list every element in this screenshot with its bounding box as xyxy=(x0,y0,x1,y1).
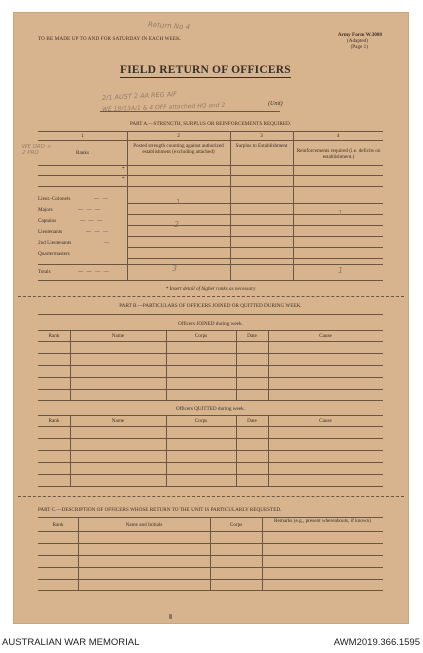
catalogue-number: AWM2019.366.1595 xyxy=(333,637,420,648)
quitted-table-divider xyxy=(70,415,71,486)
part-a-rule xyxy=(38,186,383,187)
quitted-col-name: Name xyxy=(111,418,125,424)
part-c-divider xyxy=(262,517,263,590)
fold-line xyxy=(18,296,404,297)
joined-table-divider xyxy=(268,330,269,400)
joined-table-rule xyxy=(38,341,383,342)
rank-label: Lieutenants xyxy=(38,229,63,235)
joined-table-rule xyxy=(38,353,383,354)
joined-table-rule xyxy=(38,389,383,390)
leader-dashes: — — — xyxy=(86,229,110,235)
joined-col-date: Date xyxy=(247,333,257,339)
joined-table-rule xyxy=(38,400,383,401)
form-page-number: (Page 1) xyxy=(350,44,368,50)
part-a-rule xyxy=(38,264,383,265)
handwritten-unit-line-1: 2/1 AUST 2 AA REG AIF xyxy=(101,90,178,102)
joined-table-rule xyxy=(38,330,383,331)
form-title: FIELD RETURN OF OFFICERS xyxy=(120,64,291,76)
joined-table-divider xyxy=(166,330,167,400)
column-header-ranks: Ranks xyxy=(76,150,89,156)
column-header-reinforcements: Reinforcements required (i.e. deficits on establishment.) xyxy=(296,148,381,160)
quitted-table-title: Officers QUITTED during week. xyxy=(175,406,246,412)
rank-label: 2nd Lieutenants xyxy=(38,240,72,246)
staple-mark xyxy=(169,614,172,619)
part-a-rule xyxy=(127,236,383,237)
fold-line xyxy=(18,496,404,497)
part-a-top-rule xyxy=(38,131,383,132)
leader-dashes: — — xyxy=(94,196,109,202)
handwritten-side-note: WE ORD + 2 PRO xyxy=(22,144,52,156)
joined-col-rank: Rank xyxy=(48,333,60,339)
part-a-rule xyxy=(127,225,383,226)
asterisk-marker: * xyxy=(122,176,125,182)
column-number: 1 xyxy=(81,133,84,139)
quitted-col-rank: Rank xyxy=(48,418,60,424)
handwritten-figure: 1 xyxy=(338,209,343,217)
joined-table-divider xyxy=(236,330,237,400)
handwritten-figure: 1 xyxy=(176,198,181,206)
part-a-bottom-rule xyxy=(38,280,383,281)
rank-label: Lieut.-Colonels xyxy=(38,196,71,202)
rank-label: Quartermasters xyxy=(38,251,70,257)
part-a-rule xyxy=(127,203,383,204)
joined-table-divider xyxy=(70,330,71,400)
quitted-col-date: Date xyxy=(247,418,257,424)
joined-table-title: Officers JOINED during week. xyxy=(178,321,243,327)
part-b-top-rule xyxy=(38,314,383,315)
rank-label: Captains xyxy=(38,218,57,224)
joined-table-rule xyxy=(38,365,383,366)
part-c-col-rank: Rank xyxy=(52,522,64,528)
column-header-posted: Posted strength counting against authorized establishment (excluding attached) xyxy=(133,143,224,155)
handwritten-figure: 1 xyxy=(338,266,344,275)
unit-label: (Unit) xyxy=(268,101,283,107)
leader-dashes: — — — — xyxy=(78,269,110,275)
unit-rule xyxy=(100,111,280,112)
quitted-table-rule xyxy=(38,415,383,416)
handwritten-figure: 2 xyxy=(174,220,180,229)
quitted-table-rule xyxy=(38,474,383,475)
quitted-table-rule xyxy=(38,450,383,451)
part-a-rule xyxy=(127,214,383,215)
column-header-surplus: Surplus to Establishment xyxy=(235,143,288,149)
part-a-rule xyxy=(38,140,383,141)
quitted-table-divider xyxy=(236,415,237,486)
joined-table-rule xyxy=(38,377,383,378)
handwritten-figure: 3 xyxy=(172,264,178,273)
column-number: 4 xyxy=(336,133,340,139)
leader-dashes: — — — xyxy=(78,207,102,213)
quitted-col-cause: Cause xyxy=(319,418,332,424)
handwritten-return-number: Return No 4 xyxy=(147,20,191,32)
quitted-table-divider xyxy=(166,415,167,486)
part-a-footnote: * Insert detail of higher ranks as necessary xyxy=(165,286,256,292)
part-a-rule xyxy=(127,247,383,248)
column-number: 2 xyxy=(177,133,180,139)
handwritten-unit-line-2: WE 18/13A/1 & 4 OFF attached HQ and 2 xyxy=(101,101,226,114)
part-c-col-name: Name and Initials xyxy=(125,522,163,528)
part-c-divider xyxy=(78,517,79,590)
joined-col-corps: Corps xyxy=(194,333,208,339)
part-c-divider xyxy=(210,517,211,590)
archive-caption: AUSTRALIAN WAR MEMORIAL xyxy=(2,637,140,648)
part-c-rule xyxy=(38,590,383,591)
part-c-col-remarks: Remarks (e.g., present whereabouts, if known) xyxy=(274,518,371,524)
form-adapted-note: (Adapted) xyxy=(346,38,368,44)
leader-dashes: — xyxy=(104,240,111,246)
submission-instruction: TO BE MADE UP TO AND FOR SATURDAY IN EACH WEEK. xyxy=(38,36,182,42)
form-number: Army Form W.3008 xyxy=(337,32,382,38)
asterisk-marker: * xyxy=(122,166,125,172)
joined-col-name: Name xyxy=(111,333,125,339)
quitted-table-divider xyxy=(268,415,269,486)
rank-label: Majors xyxy=(38,207,53,213)
quitted-table-rule xyxy=(38,426,383,427)
part-a-rule xyxy=(38,175,383,176)
part-a-rule xyxy=(127,258,383,259)
joined-col-cause: Cause xyxy=(319,333,332,339)
column-number: 3 xyxy=(260,133,263,139)
rank-label-totals: Totals xyxy=(38,269,51,275)
part-c-heading: PART C.—DESCRIPTION OF OFFICERS WHOSE RETURN TO THE UNIT IS PARTICULARLY REQUESTED. xyxy=(38,507,282,513)
part-a-heading: PART A.—STRENGTH, SURPLUS OR REINFORCEMENTS REQUIRED. xyxy=(129,121,292,127)
leader-dashes: — — — xyxy=(80,218,104,224)
part-c-col-corps: Corps xyxy=(229,522,243,528)
part-a-rule xyxy=(38,165,383,166)
quitted-table-rule xyxy=(38,438,383,439)
part-b-heading: PART B.—PARTICULARS OF OFFICERS JOINED OR QUITTED DURING WEEK. xyxy=(119,303,302,309)
quitted-table-rule xyxy=(38,462,383,463)
quitted-table-rule xyxy=(38,486,383,487)
quitted-col-corps: Corps xyxy=(194,418,208,424)
